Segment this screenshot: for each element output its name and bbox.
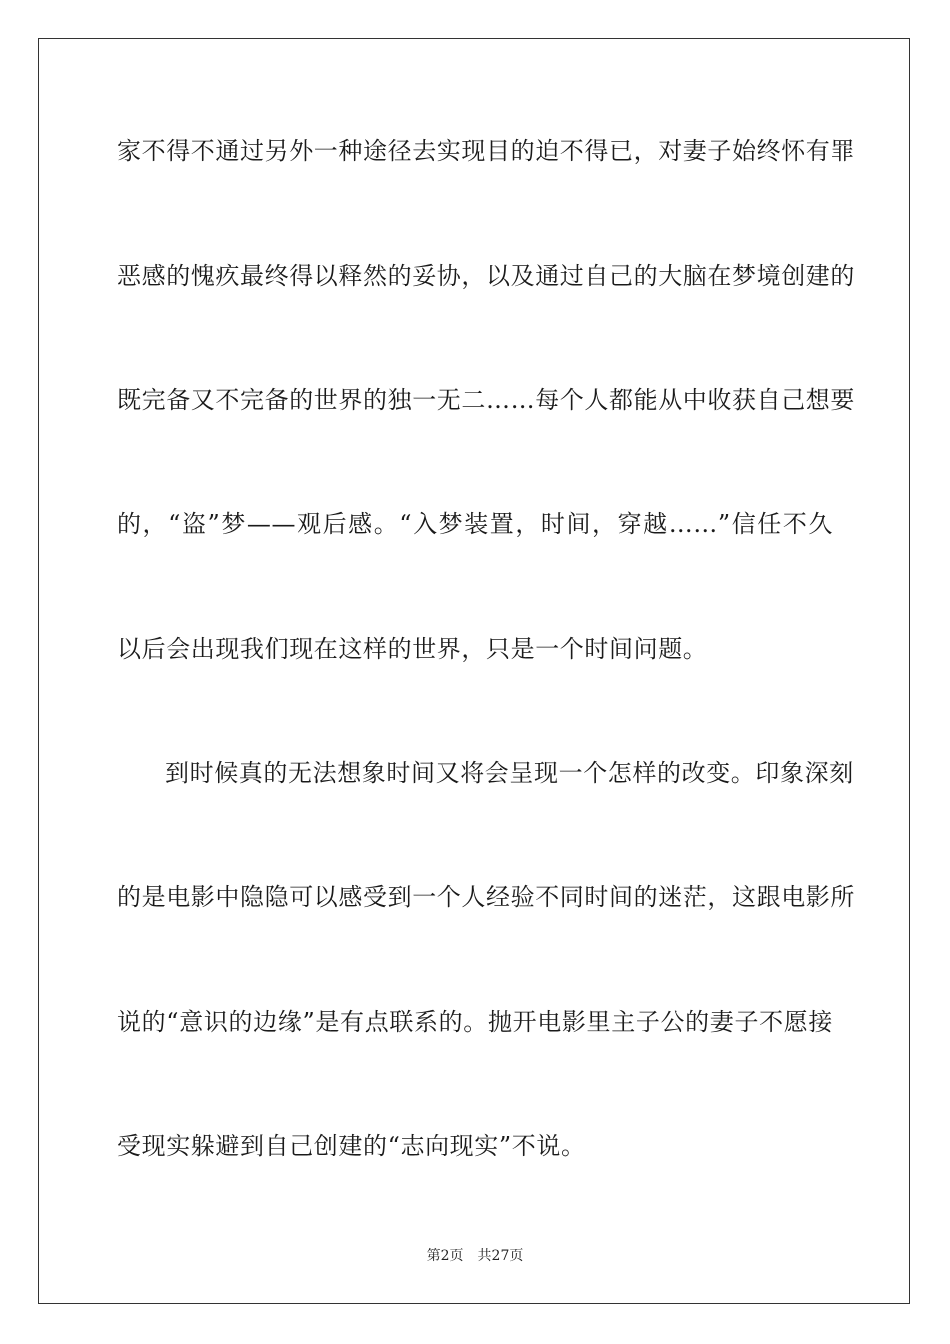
page-footer bbox=[0, 1247, 950, 1265]
text-line: 恶感的愧疚最终得以释然的妥协，以及通过自己的大脑在梦境创建的 bbox=[117, 262, 855, 290]
text-line: 受现实躲避到自己创建的“志向现实”不说。 bbox=[117, 1132, 586, 1160]
text-line-indented: 到时候真的无法想象时间又将会呈现一个怎样的改变。印象深刻 bbox=[165, 759, 854, 787]
total-pages: 共27页 bbox=[477, 1248, 524, 1264]
text-line: 的是电影中隐隐可以感受到一个人经验不同时间的迷茫，这跟电影所 bbox=[117, 883, 855, 911]
page-number: 第2页 bbox=[426, 1248, 464, 1264]
text-line: 说的“意识的边缘”是有点联系的。抛开电影里主子公的妻子不愿接 bbox=[117, 1008, 833, 1036]
text-line: 的，“盗”梦——观后感。“入梦装置，时间，穿越……”信任不久 bbox=[117, 510, 833, 538]
page-border bbox=[38, 38, 910, 1304]
text-line: 既完备又不完备的世界的独一无二……每个人都能从中收获自己想要 bbox=[117, 386, 855, 414]
text-line: 家不得不通过另外一种途径去实现目的迫不得已，对妻子始终怀有罪 bbox=[117, 137, 855, 165]
text-line: 以后会出现我们现在这样的世界，只是一个时间问题。 bbox=[117, 635, 708, 663]
